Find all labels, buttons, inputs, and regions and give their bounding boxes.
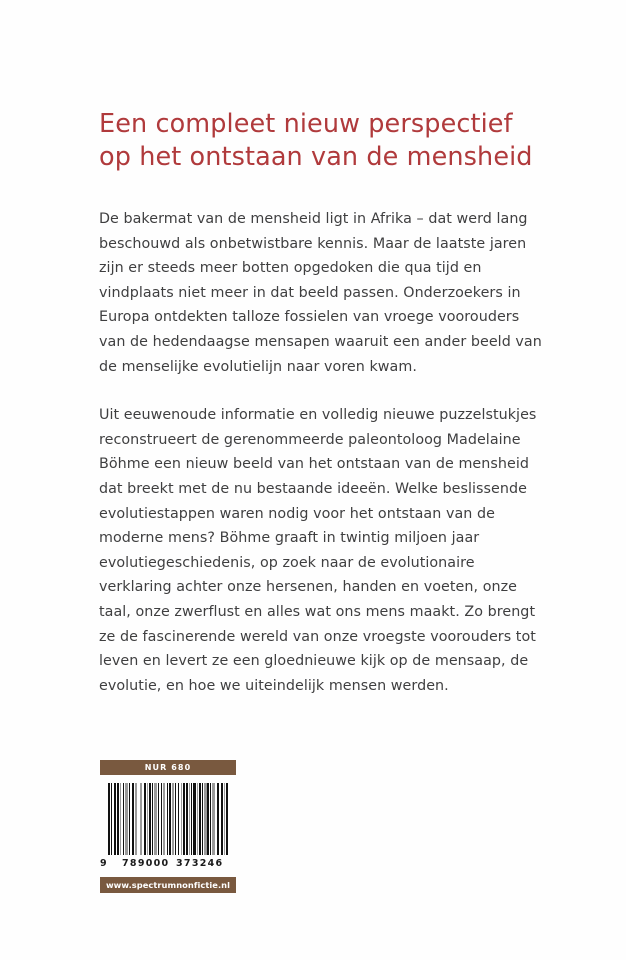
isbn-left-group: 789000: [122, 857, 170, 869]
nur-code-label: NUR 680: [100, 760, 236, 775]
text-line: evolutiestappen waren nodig voor het ontstaan van de: [99, 505, 495, 522]
text-line: Böhme een nieuw beeld van het ontstaan van de mensheid: [99, 456, 529, 473]
text-line: vindplaats niet meer in dat beeld passen. Onderzoekers in: [99, 284, 521, 301]
blurb-text: [99, 207, 542, 698]
text-line: De bakermat van de mensheid ligt in Afrika – dat werd lang: [99, 211, 528, 227]
text-line: taal, onze zwerflust en alles wat ons mens maakt. Zo brengt: [99, 603, 536, 620]
text-line: evolutiegeschiedenis, op zoek naar de evolutionaire: [99, 554, 475, 571]
text-line: de menselijke evolutielijn naar voren kwam.: [99, 358, 417, 375]
blurb-paragraph-1: [99, 207, 542, 379]
isbn-right-group: 373246: [176, 857, 224, 869]
text-line: reconstrueert de gerenommeerde paleontoloog Madelaine: [99, 431, 521, 448]
text-line: evolutie, en hoe we uiteindelijk mensen werden.: [99, 677, 449, 694]
barcode-bars: [108, 783, 228, 855]
text-line: ze de fascinerende wereld van onze vroegste voorouders tot: [99, 628, 536, 645]
isbn-lead-digit: 9: [100, 857, 108, 869]
barcode-block: [100, 760, 236, 893]
text-line: moderne mens? Böhme graaft in twintig miljoen jaar: [99, 530, 480, 547]
headline-line-1: Een compleet nieuw perspectief: [99, 109, 513, 139]
text-line: beschouwd als onbetwistbare kennis. Maar de laatste jaren: [99, 235, 527, 252]
page-title: [99, 108, 533, 174]
text-line: van de hedendaagse mensapen waaruit een ander beeld van: [99, 333, 542, 350]
text-line: dat breekt met de nu bestaande ideeën. Welke beslissende: [99, 480, 527, 497]
headline-line-2: op het ontstaan van de mensheid: [99, 142, 533, 172]
text-line: verklaring achter onze hersenen, handen en voeten, onze: [99, 579, 518, 596]
text-line: zijn er steeds meer botten opgedoken die qua tijd en: [99, 260, 482, 277]
barcode-bar: [226, 783, 228, 855]
text-line: Europa ontdekten talloze fossielen van vroege voorouders: [99, 309, 520, 326]
isbn-digits: [100, 856, 236, 870]
text-line: leven en levert ze een gloednieuwe kijk op de mensaap, de: [99, 653, 529, 670]
text-line: Uit eeuwenoude informatie en volledig nieuwe puzzelstukjes: [99, 407, 537, 424]
ean-barcode: [100, 783, 236, 871]
blurb-paragraph-2: [99, 403, 535, 698]
publisher-website: www.spectrumnonfictie.nl: [100, 877, 236, 893]
